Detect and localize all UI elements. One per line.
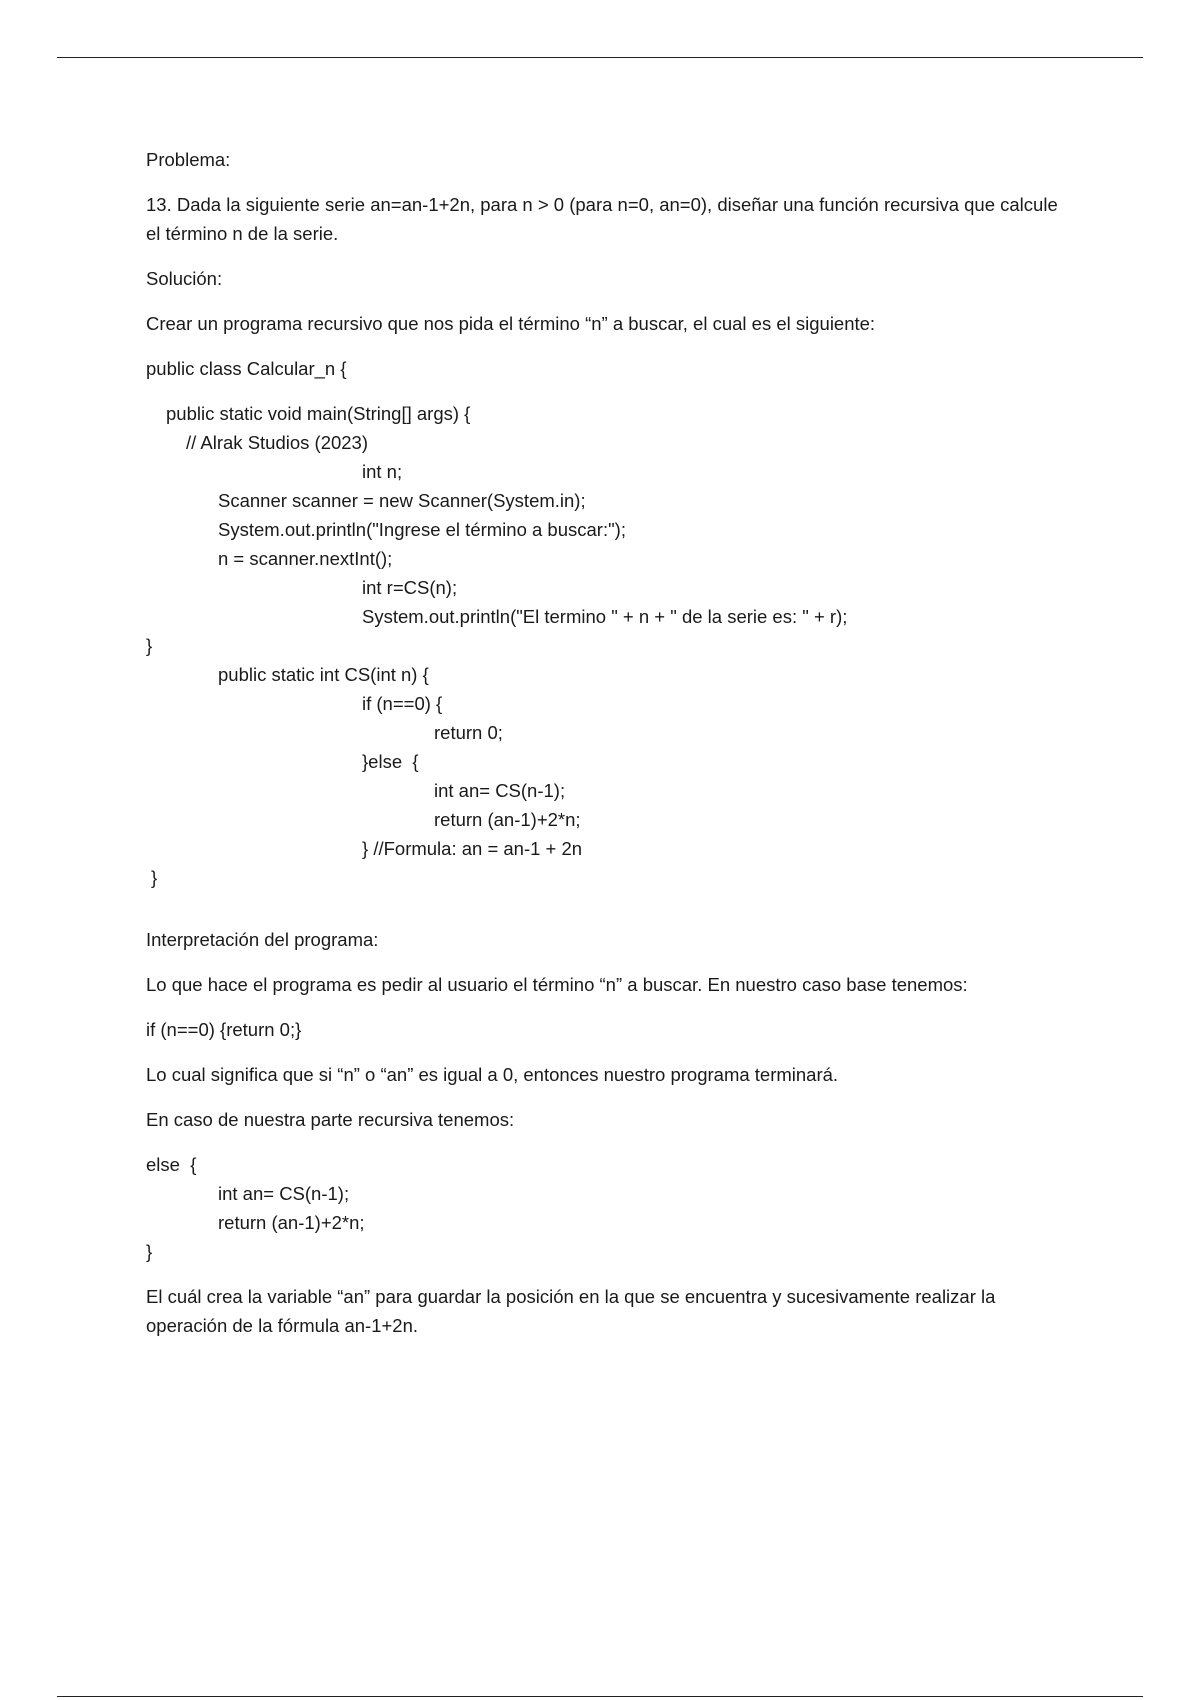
interpretation-paragraph: Lo cual significa que si “n” o “an” es igual a 0, entonces nuestro programa terminará. <box>146 1064 839 1085</box>
code-line: }else { <box>362 751 419 772</box>
code-line: return (an-1)+2*n; <box>218 1212 365 1233</box>
top-rule <box>57 57 1143 58</box>
recursive-code-listing <box>146 1150 1076 1266</box>
problem-statement: 13. Dada la siguiente serie an=an-1+2n, para n > 0 (para n=0, an=0), diseñar una función recursiva que calcule el término n de la serie. <box>146 194 1058 244</box>
code-line: public static int CS(int n) { <box>218 664 429 685</box>
code-line: int an= CS(n-1); <box>434 780 566 801</box>
code-comment: // Alrak Studios (2023) <box>186 432 369 453</box>
problem-heading: Problema: <box>146 149 231 170</box>
code-line: int n; <box>362 461 403 482</box>
code-line <box>146 718 1076 747</box>
code-line: System.out.println("Ingrese el término a buscar:"); <box>218 519 626 540</box>
code-line: System.out.println("El termino " + n + " de la serie es: " + r); <box>362 606 848 627</box>
code-listing <box>146 354 1076 892</box>
interpretation-paragraph: En caso de nuestra parte recursiva tenemos: <box>146 1109 515 1130</box>
bottom-rule <box>57 1696 1143 1697</box>
document-page <box>146 145 1076 1340</box>
code-line: int an= CS(n-1); <box>218 1183 350 1204</box>
code-line: else { <box>146 1154 197 1175</box>
solution-heading: Solución: <box>146 268 223 289</box>
code-line: int r=CS(n); <box>362 577 458 598</box>
interpretation-paragraph: Lo que hace el programa es pedir al usuario el término “n” a buscar. En nuestro caso base tenemos: <box>146 974 968 995</box>
code-line: public static void main(String[] args) { <box>166 403 471 424</box>
code-line: public class Calcular_n { <box>146 358 347 379</box>
code-line: Scanner scanner = new Scanner(System.in); <box>218 490 586 511</box>
code-line: n = scanner.nextInt(); <box>218 548 393 569</box>
code-line: } //Formula: an = an-1 + 2n <box>362 838 583 859</box>
spacer <box>146 892 1076 925</box>
code-line: } <box>151 867 158 888</box>
conclusion-paragraph: El cuál crea la variable “an” para guardar la posición en la que se encuentra y sucesivamente realizar la operación de la fórmula an-1+2n. <box>146 1286 996 1336</box>
code-line-text: return 0; <box>434 722 503 743</box>
base-case-code: if (n==0) {return 0;} <box>146 1019 302 1040</box>
solution-intro: Crear un programa recursivo que nos pida el término “n” a buscar, el cual es el siguiente: <box>146 313 876 334</box>
code-line: } <box>146 635 153 656</box>
interpretation-heading: Interpretación del programa: <box>146 929 379 950</box>
code-line: if (n==0) { <box>362 693 443 714</box>
code-line: } <box>146 1241 153 1262</box>
spacer <box>146 1266 1076 1282</box>
code-line: return (an-1)+2*n; <box>434 809 581 830</box>
